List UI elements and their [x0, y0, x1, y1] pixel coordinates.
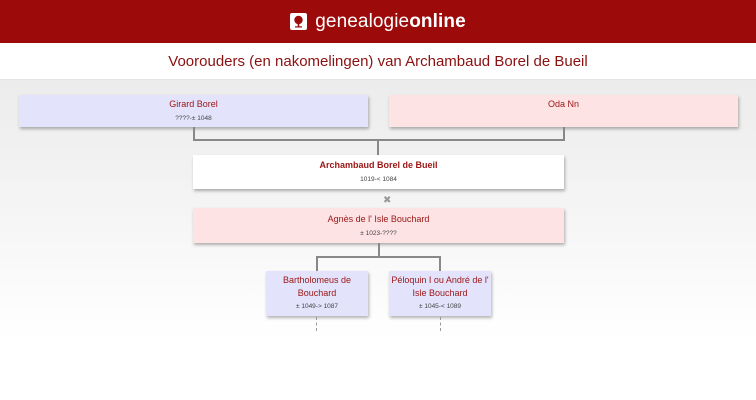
brand-logo-link[interactable] [290, 11, 466, 33]
mother-name: Oda Nn [547, 99, 580, 109]
spouse-name: Agnès de l' Isle Bouchard [327, 214, 430, 224]
top-navigation-bar [0, 0, 756, 43]
person-card-child[interactable] [266, 271, 368, 316]
child-dates: ± 1049-> 1087 [295, 303, 339, 310]
descendants-connector [440, 317, 441, 331]
connector-line [193, 139, 565, 141]
connector-line [316, 256, 441, 258]
title-bar [0, 43, 756, 80]
brand-name-bold: online [409, 10, 466, 32]
connector-line [316, 256, 318, 271]
person-card-spouse[interactable] [193, 208, 564, 243]
connector-line [378, 243, 380, 257]
spouse-dates: ± 1023-???? [360, 230, 397, 237]
father-name: Girard Borel [169, 99, 218, 109]
subject-dates: 1019-< 1084 [360, 176, 397, 183]
connector-line [377, 140, 379, 155]
person-card-child[interactable] [389, 271, 491, 316]
connector-line [439, 256, 441, 271]
marriage-icon: ✖ [383, 195, 392, 206]
child-name: Bartholomeus de Bouchard [282, 275, 352, 298]
tree-icon [290, 13, 307, 30]
brand-name [315, 11, 466, 33]
subject-name: Archambaud Borel de Bueil [319, 160, 438, 170]
family-tree [0, 80, 756, 400]
person-card-mother[interactable] [389, 95, 738, 127]
child-dates: ± 1045-< 1089 [418, 303, 462, 310]
brand-name-regular: genealogie [315, 10, 410, 32]
descendants-connector [316, 317, 317, 331]
person-card-father[interactable] [19, 95, 368, 127]
child-name: Péloquin I ou André de l' Isle Bouchard [391, 275, 489, 298]
person-card-subject[interactable] [193, 155, 564, 189]
page-title: Voorouders (en nakomelingen) van Archambaud Borel de Bueil [168, 52, 588, 70]
father-dates: ????-± 1048 [175, 115, 212, 122]
